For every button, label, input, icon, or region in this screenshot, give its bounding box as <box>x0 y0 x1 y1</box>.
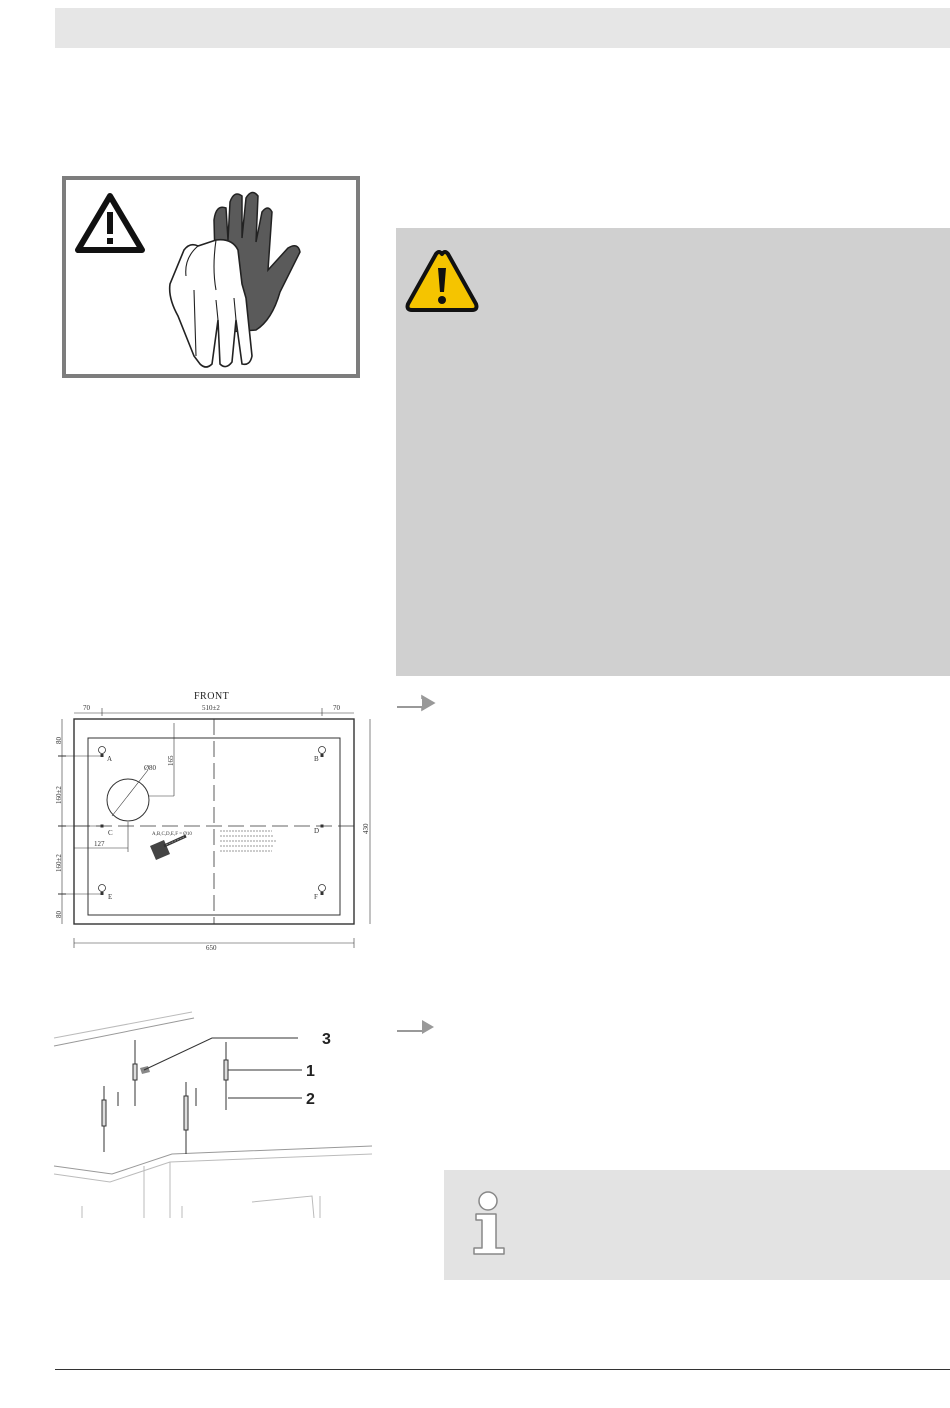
hazard-warning-icon <box>404 248 480 316</box>
arrow-right-icon <box>396 694 436 712</box>
front-title: FRONT <box>194 691 230 702</box>
anchor-point-A <box>99 747 113 764</box>
svg-text:C: C <box>108 829 113 837</box>
dim-127: 127 <box>94 840 105 848</box>
warning-triangle-icon <box>78 196 142 250</box>
arrow-right-icon <box>396 1018 436 1036</box>
dim-right-70: 70 <box>333 704 340 712</box>
dim-bottom-80: 80 <box>55 911 63 918</box>
anchor-bolt <box>224 1042 228 1110</box>
callout-3: 3 <box>322 1031 331 1048</box>
header-bar <box>55 8 950 48</box>
anchor-point-F <box>314 885 326 902</box>
dim-diameter: Ø80 <box>144 764 157 772</box>
anchor-bolt <box>102 1086 106 1152</box>
hole-size-label: A,B,C,D,E,F = Ø10 <box>152 832 192 837</box>
protective-gloves-icon <box>170 192 300 367</box>
info-panel <box>444 1170 950 1280</box>
multilingual-note-lines <box>220 831 276 851</box>
dim-160-upper: 160±2 <box>55 786 63 804</box>
dim-165: 165 <box>167 755 175 766</box>
callout-2: 2 <box>306 1091 315 1108</box>
svg-text:D: D <box>314 827 320 835</box>
dim-top-80: 80 <box>55 737 63 744</box>
svg-text:B: B <box>314 755 319 763</box>
dim-width-510: 510±2 <box>202 704 220 712</box>
footer-rule <box>55 1369 950 1370</box>
anchor-point-B <box>314 747 326 764</box>
callout-1: 1 <box>306 1063 315 1080</box>
info-icon <box>470 1190 510 1256</box>
svg-text:A: A <box>107 755 113 763</box>
drill-bit-icon <box>150 836 186 860</box>
front-drilling-template-drawing <box>52 688 382 956</box>
dim-total-650: 650 <box>206 944 217 952</box>
dim-height-430: 430 <box>362 823 370 834</box>
ceiling-anchor-mounting-drawing <box>52 1006 377 1218</box>
dim-160-lower: 160±2 <box>55 854 63 872</box>
svg-text:E: E <box>108 893 113 901</box>
protective-gloves-box <box>62 176 360 378</box>
dim-left-70: 70 <box>83 704 90 712</box>
warning-panel <box>396 228 950 676</box>
anchor-point-E <box>99 885 113 902</box>
svg-text:F: F <box>314 893 318 901</box>
anchor-bolt <box>184 1082 188 1154</box>
anchor-bolt <box>133 1040 137 1106</box>
anchor-point-D <box>314 825 324 836</box>
